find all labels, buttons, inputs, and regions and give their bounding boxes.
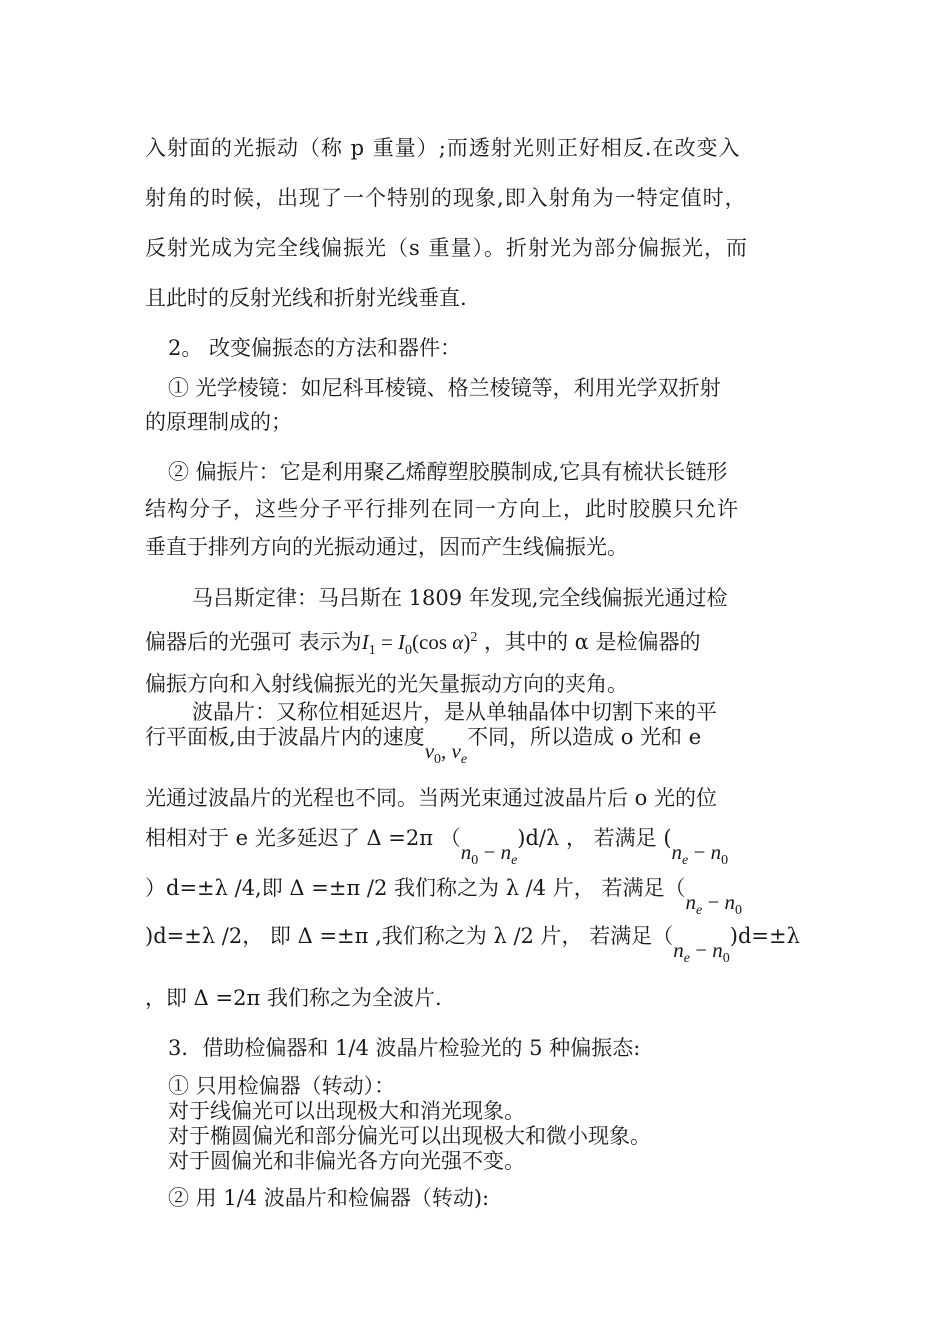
text-line: 结构分子，这些分子平行排列在同一方向上，此时胶膜只允许 [145,497,739,521]
index-difference: $n_e - n_0$ [671,840,729,868]
text-line: 对于线偏光可以出现极大和消光现象。 [168,1099,525,1123]
index-difference: $n_e - n_0$ [685,890,743,918]
text-line [145,922,807,966]
text-fragment: )d=±λ /2， 即 Δ =±π ,我们称之为 λ /2 片， 若满足（ [145,924,674,948]
list-item: ② 偏振片：它是利用聚乙烯醇塑胶膜制成,它具有梳状长链形 [168,460,728,484]
text-line: 对于圆偏光和非偏光各方向光强不变。 [168,1149,525,1173]
index-difference: $n_e - n_0$ [673,938,730,966]
list-item: ① 光学棱镜：如尼科耳棱镜、格兰棱镜等，利用光学双折射 [168,376,721,400]
list-item: ② 用 1/4 波晶片和检偏器（转动): [168,1186,490,1210]
text-fragment: )d=±λ [729,924,800,948]
velocity-symbols: $v_0$, $v_e$ [424,739,468,767]
text-fragment: ）d=±λ /4,即 Δ =±π /2 我们称之为 λ /4 片， 若满足（ [145,876,686,900]
text-line: 射角的时候，出现了一个特别的现象,即入射角为一特定值时， [145,186,747,210]
text-fragment: )d/λ ， 若满足 ( [517,826,672,850]
list-item: ① 只用检偏器（转动）： [168,1074,396,1098]
text-line [145,874,807,918]
text-line [145,824,807,868]
text-fragment: 偏器后的光强可 表示为 [145,630,362,654]
text-fragment: 不同，所以造成 o 光和 e [467,725,702,749]
text-line: 对于椭圆偏光和部分偏光可以出现极大和微小现象。 [168,1124,651,1148]
text-fragment: 相相对于 e 光多延迟了 Δ =2π （ [145,826,461,850]
text-line [145,723,807,767]
text-line: 偏振方向和入射线偏振光的光矢量振动方向的夹角。 [145,672,628,696]
text-line [145,624,807,665]
section-heading: 2。 改变偏振态的方法和器件： [168,336,462,360]
section-heading: 3．借助检偏器和 1/4 波晶片检验光的 5 种偏振态: [168,1036,641,1060]
text-line: ，即 Δ =2π 我们称之为全波片. [145,986,442,1010]
text-line: 垂直于排列方向的光振动通过，因而产生线偏振光。 [145,535,628,559]
text-fragment: 行平面板,由于波晶片内的速度 [145,725,425,749]
text-line: 入射面的光振动（称 p 重量）;而透射光则正好相反.在改变入 [145,136,741,160]
text-line: 的原理制成的； [145,410,292,434]
text-line: 反射光成为完全线偏振光（s 重量）。折射光为部分偏振光，而 [145,236,748,260]
text-line: 波晶片：又称位相延迟片，是从单轴晶体中切割下来的平 [192,700,717,724]
malus-formula: $I_1 = I_0(\cos$ α)$^2$ [361,630,478,658]
text-line: 且此时的反射光线和折射光线垂直. [145,286,467,310]
text-line: 马吕斯定律：马吕斯在 1809 年发现,完全线偏振光通过检 [192,586,728,610]
text-line: 光通过波晶片的光程也不同。当两光束通过波晶片后 o 光的位 [145,786,717,810]
text-fragment: ，其中的 α 是检偏器的 [477,630,701,654]
index-difference: $n_0 - n_e$ [460,840,518,868]
